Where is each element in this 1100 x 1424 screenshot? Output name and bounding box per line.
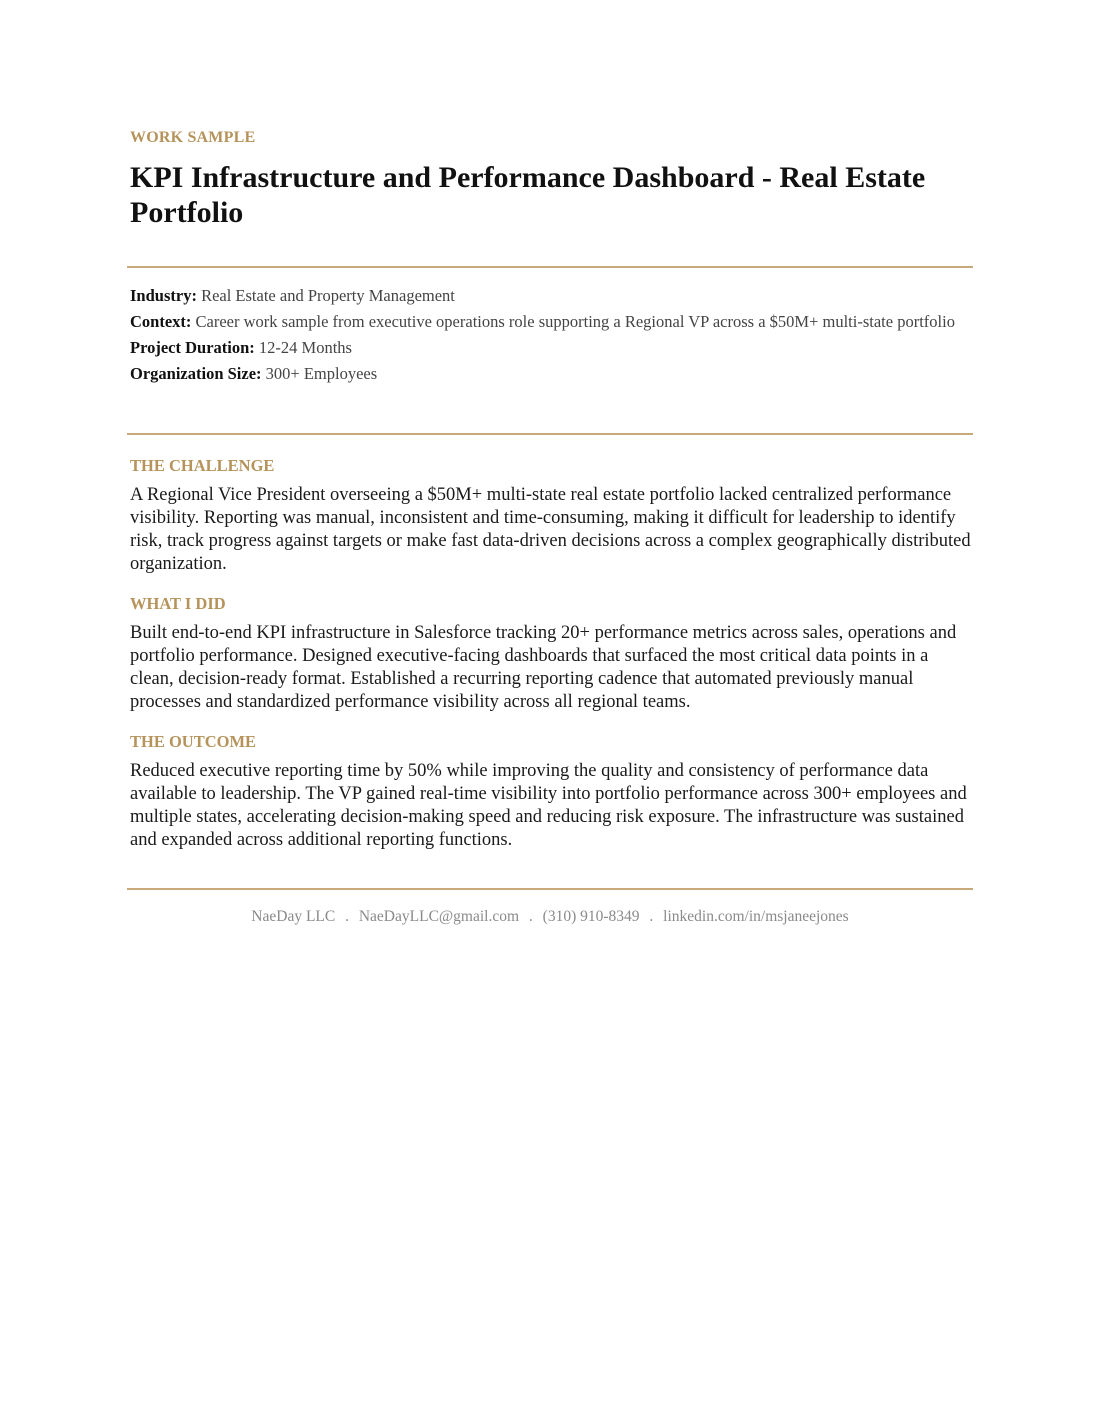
footer-linkedin-link[interactable]: linkedin.com/in/msjaneejones [663, 908, 849, 925]
meta-org-size [130, 364, 975, 384]
meta-context [130, 312, 975, 332]
meta-org-size-label: Organization Size: [130, 364, 262, 383]
page-title: KPI Infrastructure and Performance Dashboard - Real Estate Portfolio [130, 161, 926, 229]
section-body-challenge: A Regional Vice President overseeing a $50M+ multi-state real estate portfolio lacked centralized performance visibility. Reporting was manual, inconsistent and time-consuming, making it difficult for leadership to identify risk, track progress against targets or make fast data-driven decisions across a complex geographically distributed organization. [130, 485, 971, 574]
project-meta [130, 286, 975, 390]
section-body-outcome: Reduced executive reporting time by 50% while improving the quality and consistency of performance data available to leadership. The VP gained real-time visibility into portfolio performance across 300+ employees and multiple states, accelerating decision-making speed and reducing risk exposure. The infrastructure was sustained and expanded across additional reporting functions. [130, 761, 967, 850]
section-body-what-i-did: Built end-to-end KPI infrastructure in Salesforce tracking 20+ performance metrics across sales, operations and portfolio performance. Designed executive-facing dashboards that surfaced the most critical data points in a clean, decision-ready format. Established a recurring reporting cadence that automated previously manual processes and standardized performance visibility across all regional teams. [130, 623, 957, 712]
divider-bottom [127, 888, 973, 890]
header [130, 128, 980, 230]
meta-duration [130, 338, 975, 358]
meta-context-value: Career work sample from executive operations role supporting a Regional VP across a $50M+ multi-state portfolio [195, 312, 955, 331]
meta-industry [130, 286, 975, 306]
section-challenge [130, 456, 975, 576]
section-title-outcome: THE OUTCOME [130, 732, 257, 751]
meta-org-size-value: 300+ Employees [265, 364, 378, 383]
eyebrow-label: WORK SAMPLE [130, 129, 256, 146]
divider-top [127, 266, 973, 268]
meta-industry-value: Real Estate and Property Management [201, 286, 455, 305]
case-study-sections [130, 456, 975, 870]
section-title-what-i-did: WHAT I DID [130, 594, 226, 613]
section-what-i-did [130, 594, 975, 714]
meta-duration-value: 12-24 Months [258, 338, 352, 357]
meta-context-label: Context: [130, 312, 192, 331]
section-outcome [130, 732, 975, 852]
footer-company: NaeDay LLC [251, 908, 336, 925]
footer-contact [0, 907, 1100, 927]
divider-middle [127, 433, 973, 435]
meta-industry-label: Industry: [130, 286, 197, 305]
section-title-challenge: THE CHALLENGE [130, 456, 275, 475]
footer-separator: . [345, 908, 349, 925]
footer-email-link[interactable]: NaeDayLLC@gmail.com [358, 908, 520, 925]
meta-duration-label: Project Duration: [130, 338, 255, 357]
footer-phone[interactable]: (310) 910-8349 [542, 908, 640, 925]
footer-separator: . [528, 908, 533, 925]
footer-separator: . [649, 908, 654, 925]
